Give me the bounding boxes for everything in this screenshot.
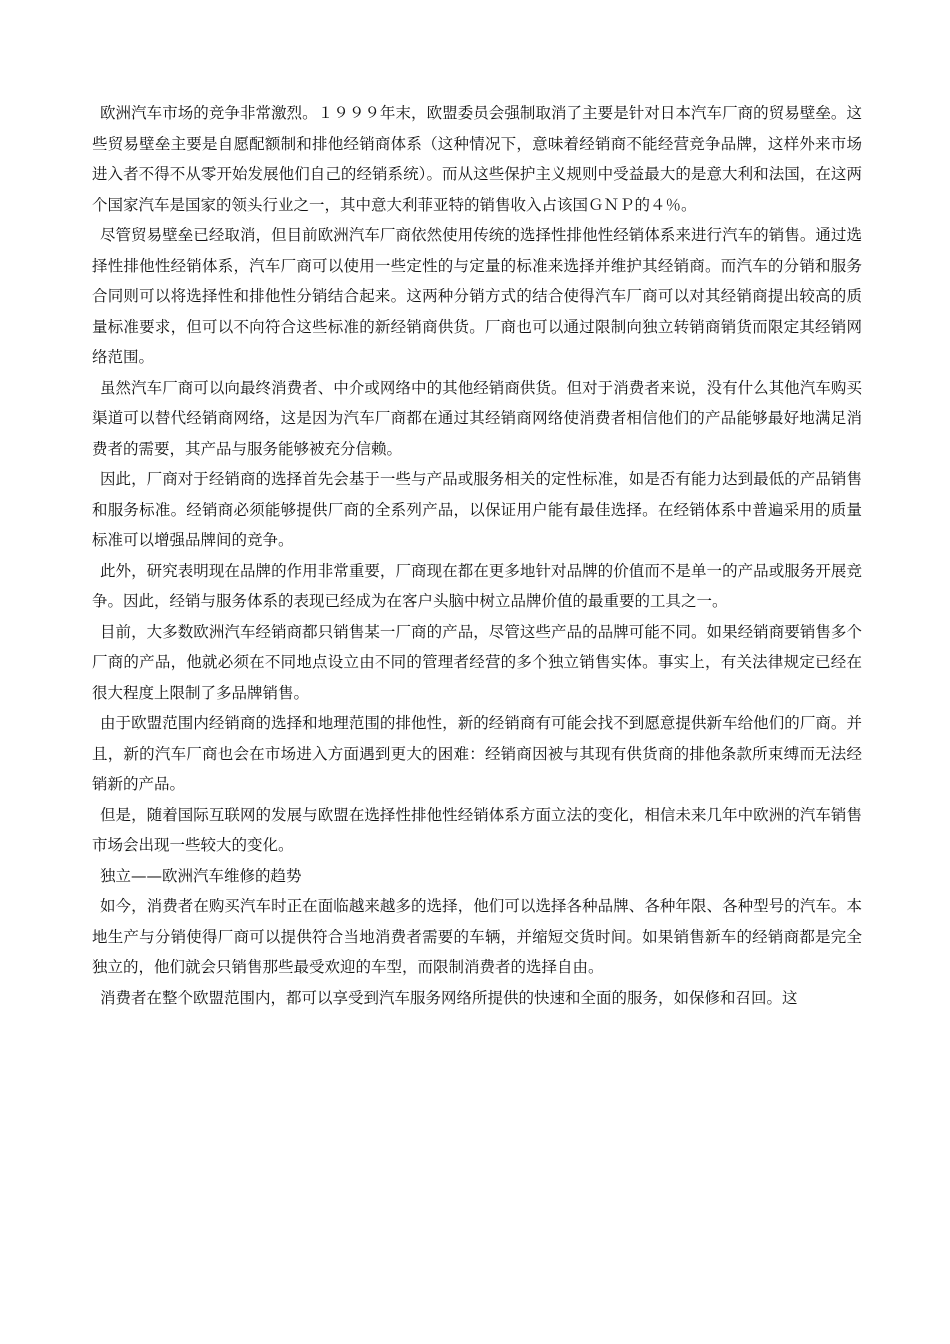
paragraph-brand-value: 此外，研究表明现在品牌的作用非常重要，厂商现在都在更多地针对品牌的价值而不是单一的产品或服务开展竞争。因此，经销与服务体系的表现已经成为在客户头脑中树立品牌价值的最重要的工具之一。 [92, 561, 862, 610]
paragraph-exclusivity: 由于欧盟范围内经销商的选择和地理范围的排他性，新的经销商有可能会找不到愿意提供新车给他们的厂商。并且，新的汽车厂商也会在市场进入方面遇到更大的困难：经销商因被与其现有供货商的排他条款所束缚而无法经销新的产品。 [92, 714, 862, 793]
paragraph-consumer-channels: 虽然汽车厂商可以向最终消费者、中介或网络中的其他经销商供货。但对于消费者来说，没有什么其他汽车购买渠道可以替代经销商网络，这是因为汽车厂商都在通过其经销商网络使消费者相信他们的产品能够最好地满足消费者的需要，其产品与服务能够被充分信赖。 [92, 378, 862, 458]
paragraph-trade-barriers: 欧洲汽车市场的竞争非常激烈。１９９９年末，欧盟委员会强制取消了主要是针对日本汽车厂商的贸易壁垒。这些贸易壁垒主要是自愿配额制和排他经销商体系（这种情况下，意味着经销商不能经营竞争品牌，这样外来市场进入者不得不从零开始发展他们自己的经销系统）。而从这些保护主义规则中受益最大的是意大利和法国，在这两个国家汽车是国家的领头行业之一，其中意大利菲亚特的销售收入占该国ＧＮＰ的４％。 [92, 104, 862, 214]
document-body [92, 98, 862, 1013]
paragraph-selective-distribution: 尽管贸易壁垒已经取消，但目前欧洲汽车厂商依然使用传统的选择性排他性经销体系来进行汽车的销售。通过选择性排他性经销体系，汽车厂商可以使用一些定性的与定量的标准来选择并维护其经销商。而汽车的分销和服务合同则可以将选择性和排他性分销结合起来。这两种分销方式的结合使得汽车厂商可以对其经销商提出较高的质量标准要求，但可以不向符合这些标准的新经销商供货。厂商也可以通过限制向独立转销商销货而限定其经销网络范围。 [92, 226, 862, 366]
paragraph-internet-change: 但是，随着国际互联网的发展与欧盟在选择性排他性经销体系方面立法的变化，相信未来几年中欧洲的汽车销售市场会出现一些较大的变化。 [92, 805, 862, 854]
paragraph-dealer-selection: 因此，厂商对于经销商的选择首先会基于一些与产品或服务相关的定性标准，如是否有能力达到最低的产品销售和服务标准。经销商必须能够提供厂商的全系列产品，以保证用户能有最佳选择。在经销体系中普遍采用的质量标准可以增强品牌间的竞争。 [92, 470, 862, 549]
paragraph-service-network: 消费者在整个欧盟范围内，都可以享受到汽车服务网络所提供的快速和全面的服务，如保修和召回。这 [100, 988, 798, 1007]
paragraph-single-brand-dealers: 目前，大多数欧洲汽车经销商都只销售某一厂商的产品，尽管这些产品的品牌可能不同。如果经销商要销售多个厂商的产品，他就必须在不同地点设立由不同的管理者经营的多个独立销售实体。事实上，有关法律规定已经在很大程度上限制了多品牌销售。 [92, 622, 862, 702]
paragraph-consumer-choice: 如今，消费者在购买汽车时正在面临越来越多的选择，他们可以选择各种品牌、各种年限、各种型号的汽车。本地生产与分销使得厂商可以提供符合当地消费者需要的车辆，并缩短交货时间。如果销售新车的经销商都是完全独立的，他们就会只销售那些最受欢迎的车型，而限制消费者的选择自由。 [92, 897, 862, 976]
section-heading: 独立——欧洲汽车维修的趋势 [100, 866, 302, 885]
